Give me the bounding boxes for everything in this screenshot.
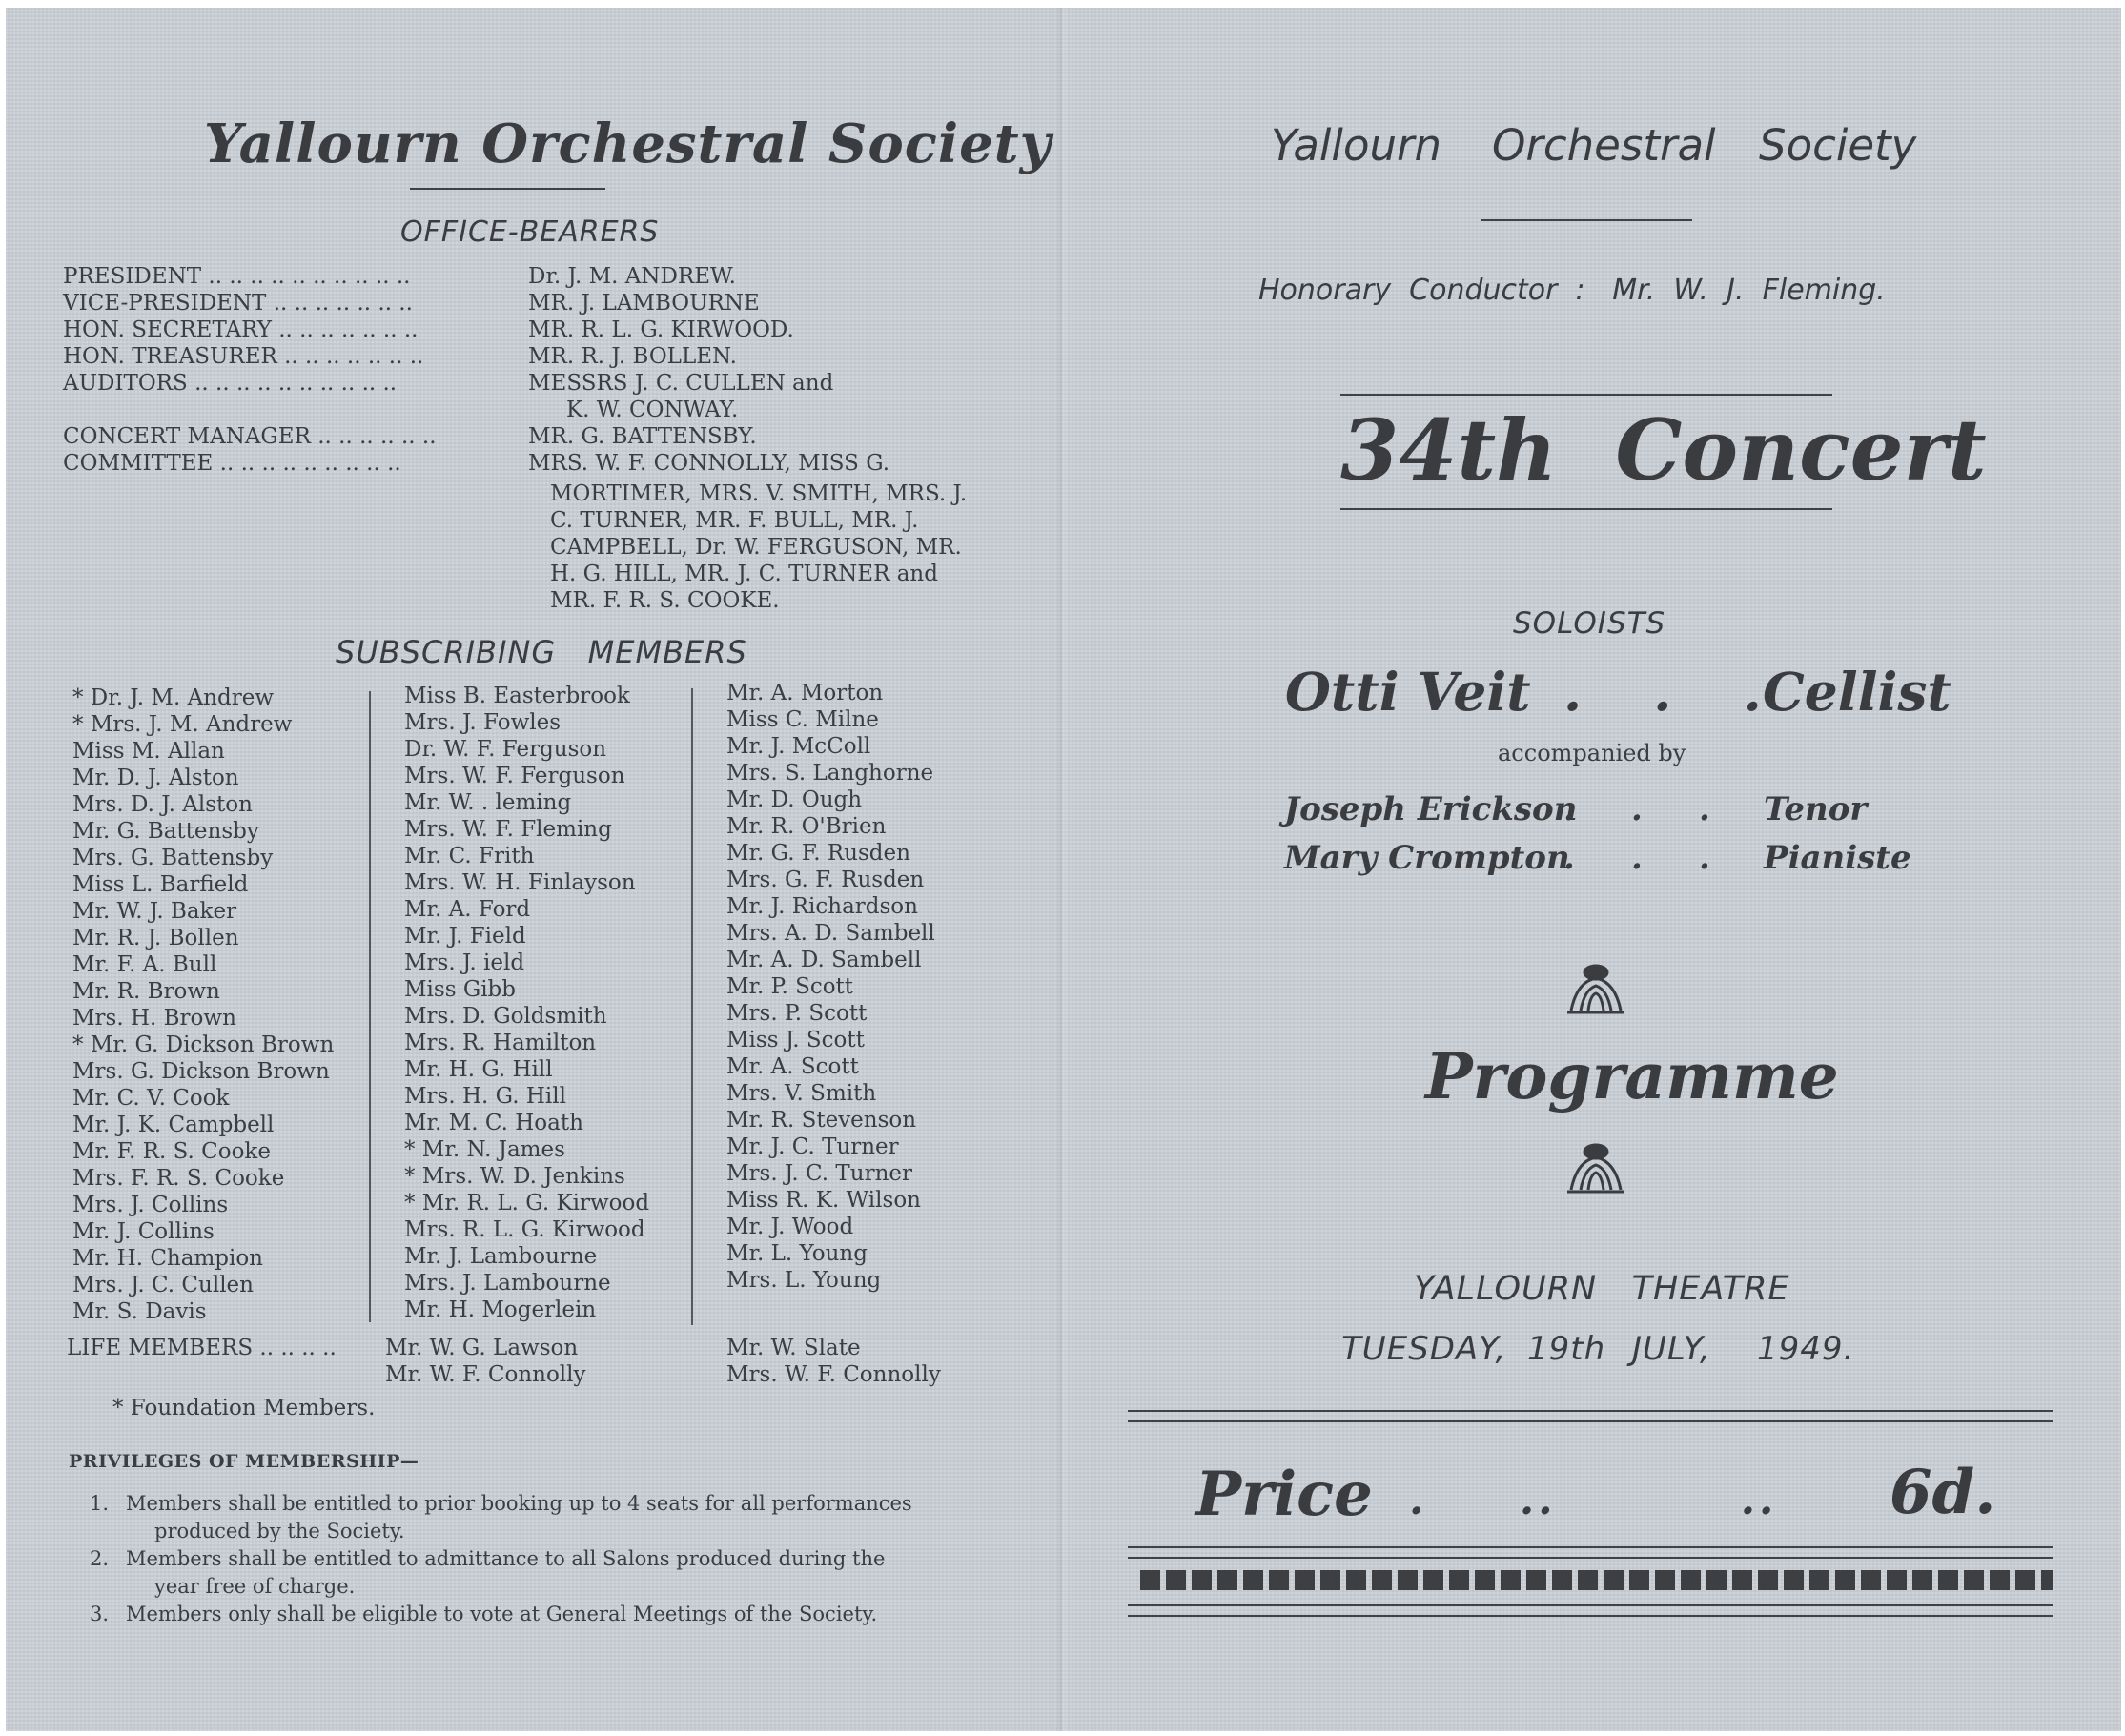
concert-rule-top bbox=[1340, 394, 1832, 396]
member-name: Dr. W. F. Ferguson bbox=[404, 737, 607, 762]
member-name: Mr. M. C. Hoath bbox=[404, 1111, 583, 1135]
office-role: AUDITORS .. .. .. .. .. .. .. .. .. .. bbox=[63, 371, 398, 396]
life-members-label: LIFE MEMBERS .. .. .. .. bbox=[67, 1336, 337, 1360]
accompanist-2-dots: . . . bbox=[1563, 839, 1710, 877]
price-dots: . .. .. bbox=[1409, 1476, 1778, 1524]
date-num: 19th bbox=[1527, 1330, 1606, 1368]
privilege-number: 1. bbox=[90, 1492, 110, 1515]
member-name: Mr. A. Scott bbox=[726, 1054, 859, 1079]
privilege-text: Members only shall be eligible to vote at General Meetings of the Society. bbox=[126, 1603, 878, 1625]
member-name: Mrs. W. F. Fleming bbox=[404, 817, 612, 842]
committee-line: MR. F. R. S. COOKE. bbox=[550, 588, 780, 613]
right-title-word-2: Orchestral bbox=[1492, 120, 1716, 171]
subscribing-heading: SUBSCRIBING MEMBERS bbox=[336, 634, 747, 670]
office-role: PRESIDENT .. .. .. .. .. .. .. .. .. .. bbox=[63, 264, 411, 289]
concert-rule-bottom bbox=[1340, 508, 1832, 510]
right-title-underline bbox=[1481, 219, 1692, 221]
price-rule-bottom-1 bbox=[1128, 1604, 2053, 1606]
members-column-1 bbox=[72, 684, 334, 1325]
centre-fold bbox=[1055, 8, 1069, 1731]
office-name: K. W. CONWAY. bbox=[566, 398, 739, 422]
privileges-heading: PRIVILEGES OF MEMBERSHIP— bbox=[69, 1451, 419, 1472]
member-name: Mr. F. R. S. Cooke bbox=[72, 1139, 271, 1164]
member-name: Mr. H. G. Hill bbox=[404, 1057, 553, 1082]
member-name: Mrs. H. Brown bbox=[72, 1006, 236, 1031]
member-name: Mrs. J. Fowles bbox=[404, 710, 562, 735]
members-column-2 bbox=[404, 683, 649, 1323]
price-value: 6d. bbox=[1890, 1457, 1996, 1528]
office-role: HON. SECRETARY .. .. .. .. .. .. .. bbox=[63, 317, 419, 342]
member-name: Mrs. J. C. Cullen bbox=[72, 1273, 254, 1297]
member-name: Mr. J. Lambourne bbox=[404, 1244, 598, 1269]
office-name: MR. J. LAMBOURNE bbox=[528, 291, 760, 316]
accompanist-2-role: Pianiste bbox=[1764, 839, 1911, 877]
member-name: Miss B. Easterbrook bbox=[404, 684, 630, 708]
price-rule-top-1 bbox=[1128, 1410, 2053, 1412]
committee-continuation bbox=[550, 480, 967, 614]
member-name: Mrs. G. Dickson Brown bbox=[72, 1059, 330, 1084]
member-name: Mr. S. Davis bbox=[72, 1299, 207, 1324]
member-name: Mr. J. C. Turner bbox=[726, 1134, 899, 1159]
life-member-name: Mr. W. G. Lawson bbox=[385, 1336, 579, 1360]
accompanist-1-name: Joseph Erickson bbox=[1284, 790, 1578, 828]
decorative-block-border bbox=[1140, 1570, 2053, 1590]
privilege-text: Members shall be entitled to admittance to all Salons produced during the bbox=[126, 1547, 886, 1570]
member-name: Mrs. S. Langhorne bbox=[726, 761, 934, 786]
life-member-name: Mrs. W. F. Connolly bbox=[726, 1362, 941, 1387]
member-name: Mrs. G. F. Rusden bbox=[726, 868, 925, 892]
member-name: Mrs. J. Lambourne bbox=[404, 1271, 611, 1296]
right-title-word-1: Yallourn bbox=[1271, 120, 1442, 171]
member-name: Miss J. Scott bbox=[726, 1028, 865, 1052]
column-divider-2 bbox=[691, 688, 693, 1325]
member-name: Mrs. P. Scott bbox=[726, 1001, 868, 1026]
price-rule-bottom-2 bbox=[1128, 1615, 2053, 1617]
member-name: * Dr. J. M. Andrew bbox=[72, 685, 275, 710]
member-name: Mr. G. Battensby bbox=[72, 819, 259, 844]
flower-ornament-icon bbox=[1558, 961, 1634, 1018]
member-name: Mr. J. K. Campbell bbox=[72, 1113, 275, 1137]
member-name: Mrs. J. C. Turner bbox=[726, 1161, 912, 1186]
price-label: Price bbox=[1195, 1459, 1373, 1530]
soloist-dots: . . . bbox=[1563, 661, 1788, 723]
office-name: MR. G. BATTENSBY. bbox=[528, 424, 757, 449]
soloist-role: Cellist bbox=[1763, 661, 1951, 723]
member-name: Mrs. J. Collins bbox=[72, 1193, 229, 1217]
committee-line: C. TURNER, MR. F. BULL, MR. J. bbox=[550, 508, 919, 533]
member-name: Mrs. D. J. Alston bbox=[72, 792, 253, 817]
privilege-text: Members shall be entitled to prior booking up to 4 seats for all performances bbox=[126, 1492, 912, 1515]
price-rule-mid-2 bbox=[1128, 1557, 2053, 1559]
office-name: MR. R. J. BOLLEN. bbox=[528, 344, 737, 369]
concert-title: 34th Concert bbox=[1340, 400, 1987, 500]
life-members-column-3 bbox=[726, 1335, 941, 1388]
left-title: Yallourn Orchestral Society bbox=[204, 112, 1052, 175]
date-year: 1949. bbox=[1757, 1330, 1855, 1368]
price-rule-top-2 bbox=[1128, 1420, 2053, 1422]
foundation-note: * Foundation Members. bbox=[112, 1396, 376, 1420]
privilege-item bbox=[90, 1545, 912, 1601]
office-role: VICE-PRESIDENT .. .. .. .. .. .. .. bbox=[63, 291, 413, 316]
member-name: Mr. J. Field bbox=[404, 924, 526, 949]
member-name: Miss Gibb bbox=[404, 977, 516, 1002]
office-name: MESSRS J. C. CULLEN and bbox=[528, 371, 834, 396]
member-name: Mr. R. J. Bollen bbox=[72, 926, 239, 950]
privilege-item bbox=[90, 1490, 912, 1545]
member-name: * Mrs. W. D. Jenkins bbox=[404, 1164, 625, 1189]
date-day: TUESDAY, bbox=[1341, 1330, 1507, 1368]
life-member-name: Mr. W. Slate bbox=[726, 1336, 861, 1360]
member-name: Mr. J. Richardson bbox=[726, 894, 918, 919]
member-name: Mr. R. O'Brien bbox=[726, 814, 887, 839]
office-role: COMMITTEE .. .. .. .. .. .. .. .. .. bbox=[63, 451, 401, 476]
member-name: Mrs. J. ield bbox=[404, 950, 525, 975]
venue: YALLOURN THEATRE bbox=[1414, 1270, 1790, 1308]
member-name: Mr. G. F. Rusden bbox=[726, 841, 910, 866]
privilege-item bbox=[90, 1601, 912, 1628]
member-name: Mr. J. McColl bbox=[726, 734, 871, 759]
member-name: Mrs. R. Hamilton bbox=[404, 1031, 597, 1055]
member-name: Mr. A. Morton bbox=[726, 681, 884, 705]
member-name: * Mrs. J. M. Andrew bbox=[72, 712, 293, 737]
member-name: Mr. D. J. Alston bbox=[72, 766, 239, 790]
member-name: Mr. C. V. Cook bbox=[72, 1086, 230, 1111]
privilege-number: 2. bbox=[90, 1547, 110, 1570]
left-title-underline bbox=[410, 188, 605, 190]
right-title-word-3: Society bbox=[1759, 120, 1917, 171]
member-name: Mr. H. Champion bbox=[72, 1246, 263, 1271]
member-name: Mr. R. Brown bbox=[72, 979, 220, 1004]
column-divider-1 bbox=[369, 691, 371, 1322]
member-name: Mrs. L. Young bbox=[726, 1268, 882, 1293]
member-name: Mr. L. Young bbox=[726, 1241, 868, 1266]
accompanist-1-role: Tenor bbox=[1764, 790, 1868, 828]
member-name: Mrs. W. F. Ferguson bbox=[404, 764, 625, 788]
office-name: Dr. J. M. ANDREW. bbox=[528, 264, 736, 289]
member-name: Mrs. F. R. S. Cooke bbox=[72, 1166, 285, 1191]
member-name: Mr. D. Ough bbox=[726, 787, 863, 812]
member-name: Mr. A. D. Sambell bbox=[726, 948, 922, 972]
member-name: * Mr. N. James bbox=[404, 1137, 565, 1162]
member-name: Mr. W. . leming bbox=[404, 790, 572, 815]
life-members-column-2 bbox=[385, 1335, 586, 1388]
member-name: Mr. J. Wood bbox=[726, 1215, 854, 1239]
member-name: Mrs. R. L. G. Kirwood bbox=[404, 1217, 645, 1242]
member-name: Miss M. Allan bbox=[72, 739, 225, 764]
privilege-number: 3. bbox=[90, 1603, 110, 1625]
price-rule-mid-1 bbox=[1128, 1546, 2053, 1548]
accompanied-by: accompanied by bbox=[1498, 740, 1686, 766]
privilege-text-cont: produced by the Society. bbox=[154, 1520, 405, 1542]
committee-line: CAMPBELL, Dr. W. FERGUSON, MR. bbox=[550, 535, 962, 560]
member-name: Mr. F. A. Bull bbox=[72, 952, 217, 977]
member-name: Mrs. A. D. Sambell bbox=[726, 921, 935, 946]
committee-line: MORTIMER, MRS. V. SMITH, MRS. J. bbox=[550, 481, 968, 506]
member-name: Miss C. Milne bbox=[726, 707, 879, 732]
member-name: Mr. P. Scott bbox=[726, 974, 854, 999]
member-name: Mrs. D. Goldsmith bbox=[404, 1004, 607, 1029]
privilege-text-cont: year free of charge. bbox=[154, 1575, 356, 1598]
member-name: Mr. W. J. Baker bbox=[72, 899, 237, 924]
member-name: Mrs. W. H. Finlayson bbox=[404, 870, 636, 895]
members-column-3 bbox=[726, 680, 935, 1294]
member-name: Mrs. V. Smith bbox=[726, 1081, 877, 1106]
committee-line: H. G. HILL, MR. J. C. TURNER and bbox=[550, 562, 938, 586]
accompanist-2-name: Mary Crompton bbox=[1284, 839, 1570, 877]
member-name: Mr. R. Stevenson bbox=[726, 1108, 917, 1133]
office-heading: OFFICE-BEARERS bbox=[400, 215, 660, 249]
member-name: Mr. A. Ford bbox=[404, 897, 531, 922]
member-name: * Mr. R. L. G. Kirwood bbox=[404, 1191, 650, 1215]
member-name: Mr. H. Mogerlein bbox=[404, 1297, 597, 1322]
office-name: MRS. W. F. CONNOLLY, MISS G. bbox=[528, 451, 890, 476]
date-month: JULY, bbox=[1632, 1330, 1711, 1368]
member-name: Mr. C. Frith bbox=[404, 844, 535, 868]
soloist-name: Otti Veit bbox=[1285, 661, 1531, 723]
member-name: Miss R. K. Wilson bbox=[726, 1188, 921, 1213]
member-name: Mrs. H. G. Hill bbox=[404, 1084, 566, 1109]
privileges-list bbox=[90, 1490, 912, 1628]
member-name: * Mr. G. Dickson Brown bbox=[72, 1032, 335, 1057]
flower-ornament-icon bbox=[1558, 1140, 1634, 1197]
soloists-heading: SOLOISTS bbox=[1513, 606, 1666, 641]
life-member-name: Mr. W. F. Connolly bbox=[385, 1362, 586, 1387]
office-name: MR. R. L. G. KIRWOOD. bbox=[528, 317, 794, 342]
accompanist-1-dots: . . . bbox=[1563, 790, 1710, 828]
member-name: Mrs. G. Battensby bbox=[72, 846, 274, 870]
office-role: CONCERT MANAGER .. .. .. .. .. .. bbox=[63, 424, 437, 449]
conductor-line: Honorary Conductor : Mr. W. J. Fleming. bbox=[1258, 274, 1886, 307]
member-name: Miss L. Barfield bbox=[72, 872, 249, 897]
programme-title: Programme bbox=[1425, 1039, 1839, 1113]
office-role: HON. TREASURER .. .. .. .. .. .. .. bbox=[63, 344, 424, 369]
member-name: Mr. J. Collins bbox=[72, 1219, 215, 1244]
